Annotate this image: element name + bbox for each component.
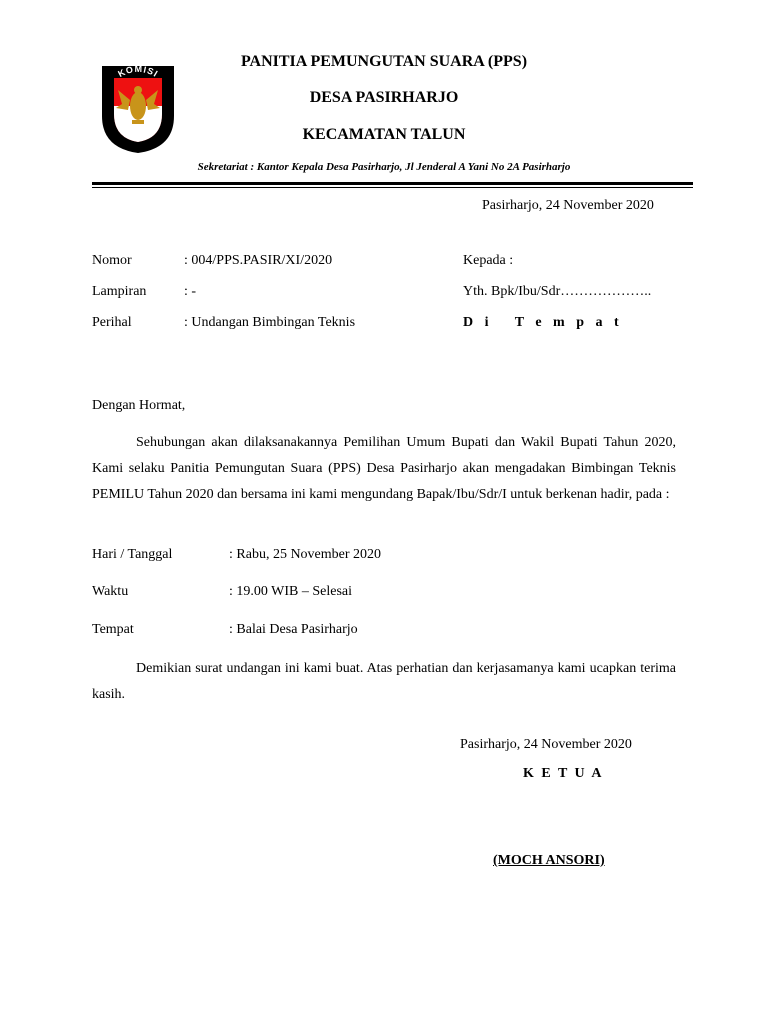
event-label-place: Tempat	[92, 622, 134, 637]
event-label-date: Hari / Tanggal	[92, 547, 173, 562]
meta-value-lampiran: : -	[184, 284, 197, 299]
event-value-place: : Balai Desa Pasirharjo	[229, 622, 358, 637]
event-value-time: : 19.00 WIB – Selesai	[229, 584, 353, 599]
header-line1: PANITIA PEMUNGUTAN SUARA (PPS)	[240, 53, 528, 70]
header-line2: DESA PASIRHARJO	[309, 89, 459, 106]
header-line3: KECAMATAN TALUN	[302, 126, 466, 143]
recipient-kepada: Kepada :	[463, 253, 514, 268]
letter-date: Pasirharjo, 24 November 2020	[482, 198, 654, 213]
event-value-date: : Rabu, 25 November 2020	[229, 547, 382, 562]
meta-label-lampiran: Lampiran	[92, 284, 147, 299]
header-divider-thick	[92, 182, 693, 185]
event-label-time: Waktu	[92, 584, 129, 599]
body-paragraph	[92, 430, 676, 508]
signature-name: (MOCH ANSORI)	[493, 853, 605, 868]
meta-value-perihal: : Undangan Bimbingan Teknis	[184, 315, 356, 330]
recipient-place: D i T e m p a t	[463, 315, 623, 330]
meta-value-nomor: : 004/PPS.PASIR/XI/2020	[184, 253, 333, 268]
body-paragraph-text: Sehubungan akan dilaksanakannya Pemilihan Umum Bupati dan Wakil Bupati Tahun 2020, Kami selaku Panitia Pemungutan Suara (PPS) Desa Pasirharjo akan mengadakan Bimbingan Teknis PEMILU Tahun 2020 dan bersama ini kami mengundang Bapak/Ibu/Sdr/I untuk berkenan hadir, pada :	[92, 435, 676, 502]
secretariat-address: Sekretariat : Kantor Kepala Desa Pasirharjo, Jl Jenderal A Yani No 2A Pasirharjo	[197, 161, 571, 173]
kpu-logo	[92, 56, 184, 154]
header-divider-thin	[92, 187, 693, 188]
logo-text-top: KOMISI	[116, 63, 161, 80]
closing-paragraph	[92, 656, 676, 708]
signature-role: K E T U A	[523, 766, 604, 781]
meta-label-nomor: Nomor	[92, 253, 132, 268]
recipient-name: Yth. Bpk/Ibu/Sdr………………..	[463, 284, 652, 299]
meta-label-perihal: Perihal	[92, 315, 132, 330]
greeting: Dengan Hormat,	[92, 398, 186, 413]
signature-date: Pasirharjo, 24 November 2020	[460, 737, 632, 752]
closing-text: Demikian surat undangan ini kami buat. Atas perhatian dan kerjasamanya kami ucapkan terima kasih.	[92, 661, 676, 702]
